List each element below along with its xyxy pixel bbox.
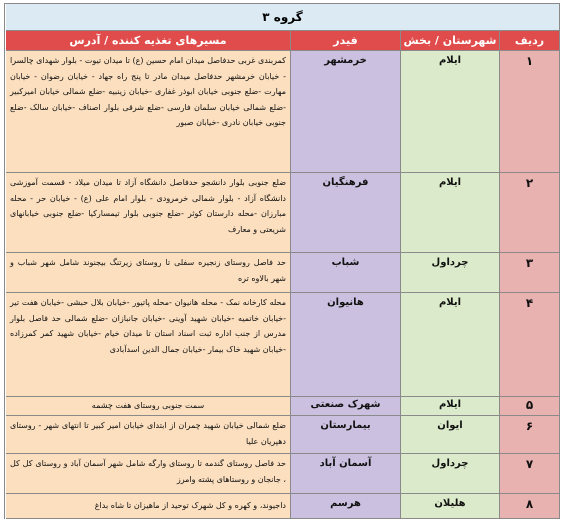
- row-route: ضلع جنوبی بلوار دانشجو حدفاصل دانشگاه آزاد تا میدان میلاد - قسمت آموزشی دانشگاه آزاد - بلوار شمالی خرمرودی - بلوار امام علی (ع) - خیابان حر - محله مبارزان -محله دارستان کوثر -ضلع جنوبی بلوار تیمسارکیا -ضلع جنوبی خیابانهای شریعتی و معارف: [6, 173, 291, 253]
- table-row: [5, 454, 560, 494]
- header-index: ردیف: [500, 31, 560, 51]
- row-route: داجیوند، و کهره و کل شهرک توحید از ماهیزان تا شاه بداغ: [6, 494, 291, 519]
- feeder-table: [4, 3, 560, 519]
- row-route: کمربندی غربی حدفاصل میدان امام حسین (ع) تا میدان تیوت - بلوار شهدای چالسرا - خیابان خرمشهر حدفاصل میدان مادر تا پنج راه جهاد - خیابان رضوان - خیابان مهارت -ضلع جنوبی خیابان ابوذر غفاری -خیابان زینبیه -ضلع شمالی خیابان امیرکبیر -ضلع شمالی خیابان سلمان فارسی -ضلع شرقی بلوار اصناف -خیابان سالک -ضلع جنوبی خیابان نادری -خیابان صبور: [6, 51, 291, 173]
- row-route: سمت جنوبی روستای هفت چشمه: [6, 397, 291, 416]
- row-route: حد فاصل روستای زنجیره سفلی تا روستای زیرتنگ بیجنوند شامل شهر شباب و شهر بالاوه تره: [6, 253, 291, 293]
- row-index: ۳: [500, 253, 560, 293]
- row-city: چرداول: [401, 253, 500, 293]
- group-title-row: [5, 4, 560, 31]
- row-city: ایلام: [401, 293, 500, 397]
- row-feeder: خرمشهر: [291, 51, 401, 173]
- table-row: [5, 173, 560, 253]
- table-row: [5, 494, 560, 519]
- row-city: ایلام: [401, 51, 500, 173]
- row-feeder: شباب: [291, 253, 401, 293]
- row-city: ایوان: [401, 416, 500, 454]
- header-feeder: فیدر: [291, 31, 401, 51]
- row-feeder: فرهنگیان: [291, 173, 401, 253]
- row-index: ۲: [500, 173, 560, 253]
- row-index: ۱: [500, 51, 560, 173]
- row-route: ضلع شمالی خیابان شهید چمران از ابتدای خیابان امیر کبیر تا انتهای شهر - روستای دهپریان علیا: [6, 416, 291, 454]
- row-city: چرداول: [401, 454, 500, 494]
- header-route: مسیرهای تغذیه کننده / آدرس: [6, 31, 291, 51]
- row-city: ایلام: [401, 173, 500, 253]
- row-route: محله کارخانه نمک - محله هانیوان -محله پاتیور -خیابان بلال حبشی -خیابان هفت تیر -خیابان خاتمیه -خیابان شهید آوینی -خیابان جانبازان -ضلع شمالی حد فاصل بلوار مدرس از جنب اداره ثبت اسناد استان تا میدان خیام -خیابان شهید کمر کمرزاده -خیابان شهید خاک بیمار -خیابان جمال الدین اسدآبادی: [6, 293, 291, 397]
- row-feeder: آسمان آباد: [291, 454, 401, 494]
- table-row: [5, 293, 560, 397]
- row-feeder: شهرک صنعتی: [291, 397, 401, 416]
- header-city: شهرستان / بخش: [401, 31, 500, 51]
- row-route: حد فاصل روستای گندمه تا روستای وارگه شامل شهر آسمان آباد و روستای کل کل ، جانجان و روستاهای پشته وامرز: [6, 454, 291, 494]
- table-row: [5, 416, 560, 454]
- row-feeder: هانیوان: [291, 293, 401, 397]
- table-row: [5, 51, 560, 173]
- row-index: ۶: [500, 416, 560, 454]
- row-index: ۸: [500, 494, 560, 519]
- group-title: گروه ۳: [6, 4, 560, 31]
- row-index: ۴: [500, 293, 560, 397]
- table-row: [5, 253, 560, 293]
- row-index: ۷: [500, 454, 560, 494]
- row-feeder: بیمارستان: [291, 416, 401, 454]
- header-row: [5, 31, 560, 51]
- row-feeder: هرسم: [291, 494, 401, 519]
- row-index: ۵: [500, 397, 560, 416]
- table-row: [5, 397, 560, 416]
- row-city: هلیلان: [401, 494, 500, 519]
- row-city: ایلام: [401, 397, 500, 416]
